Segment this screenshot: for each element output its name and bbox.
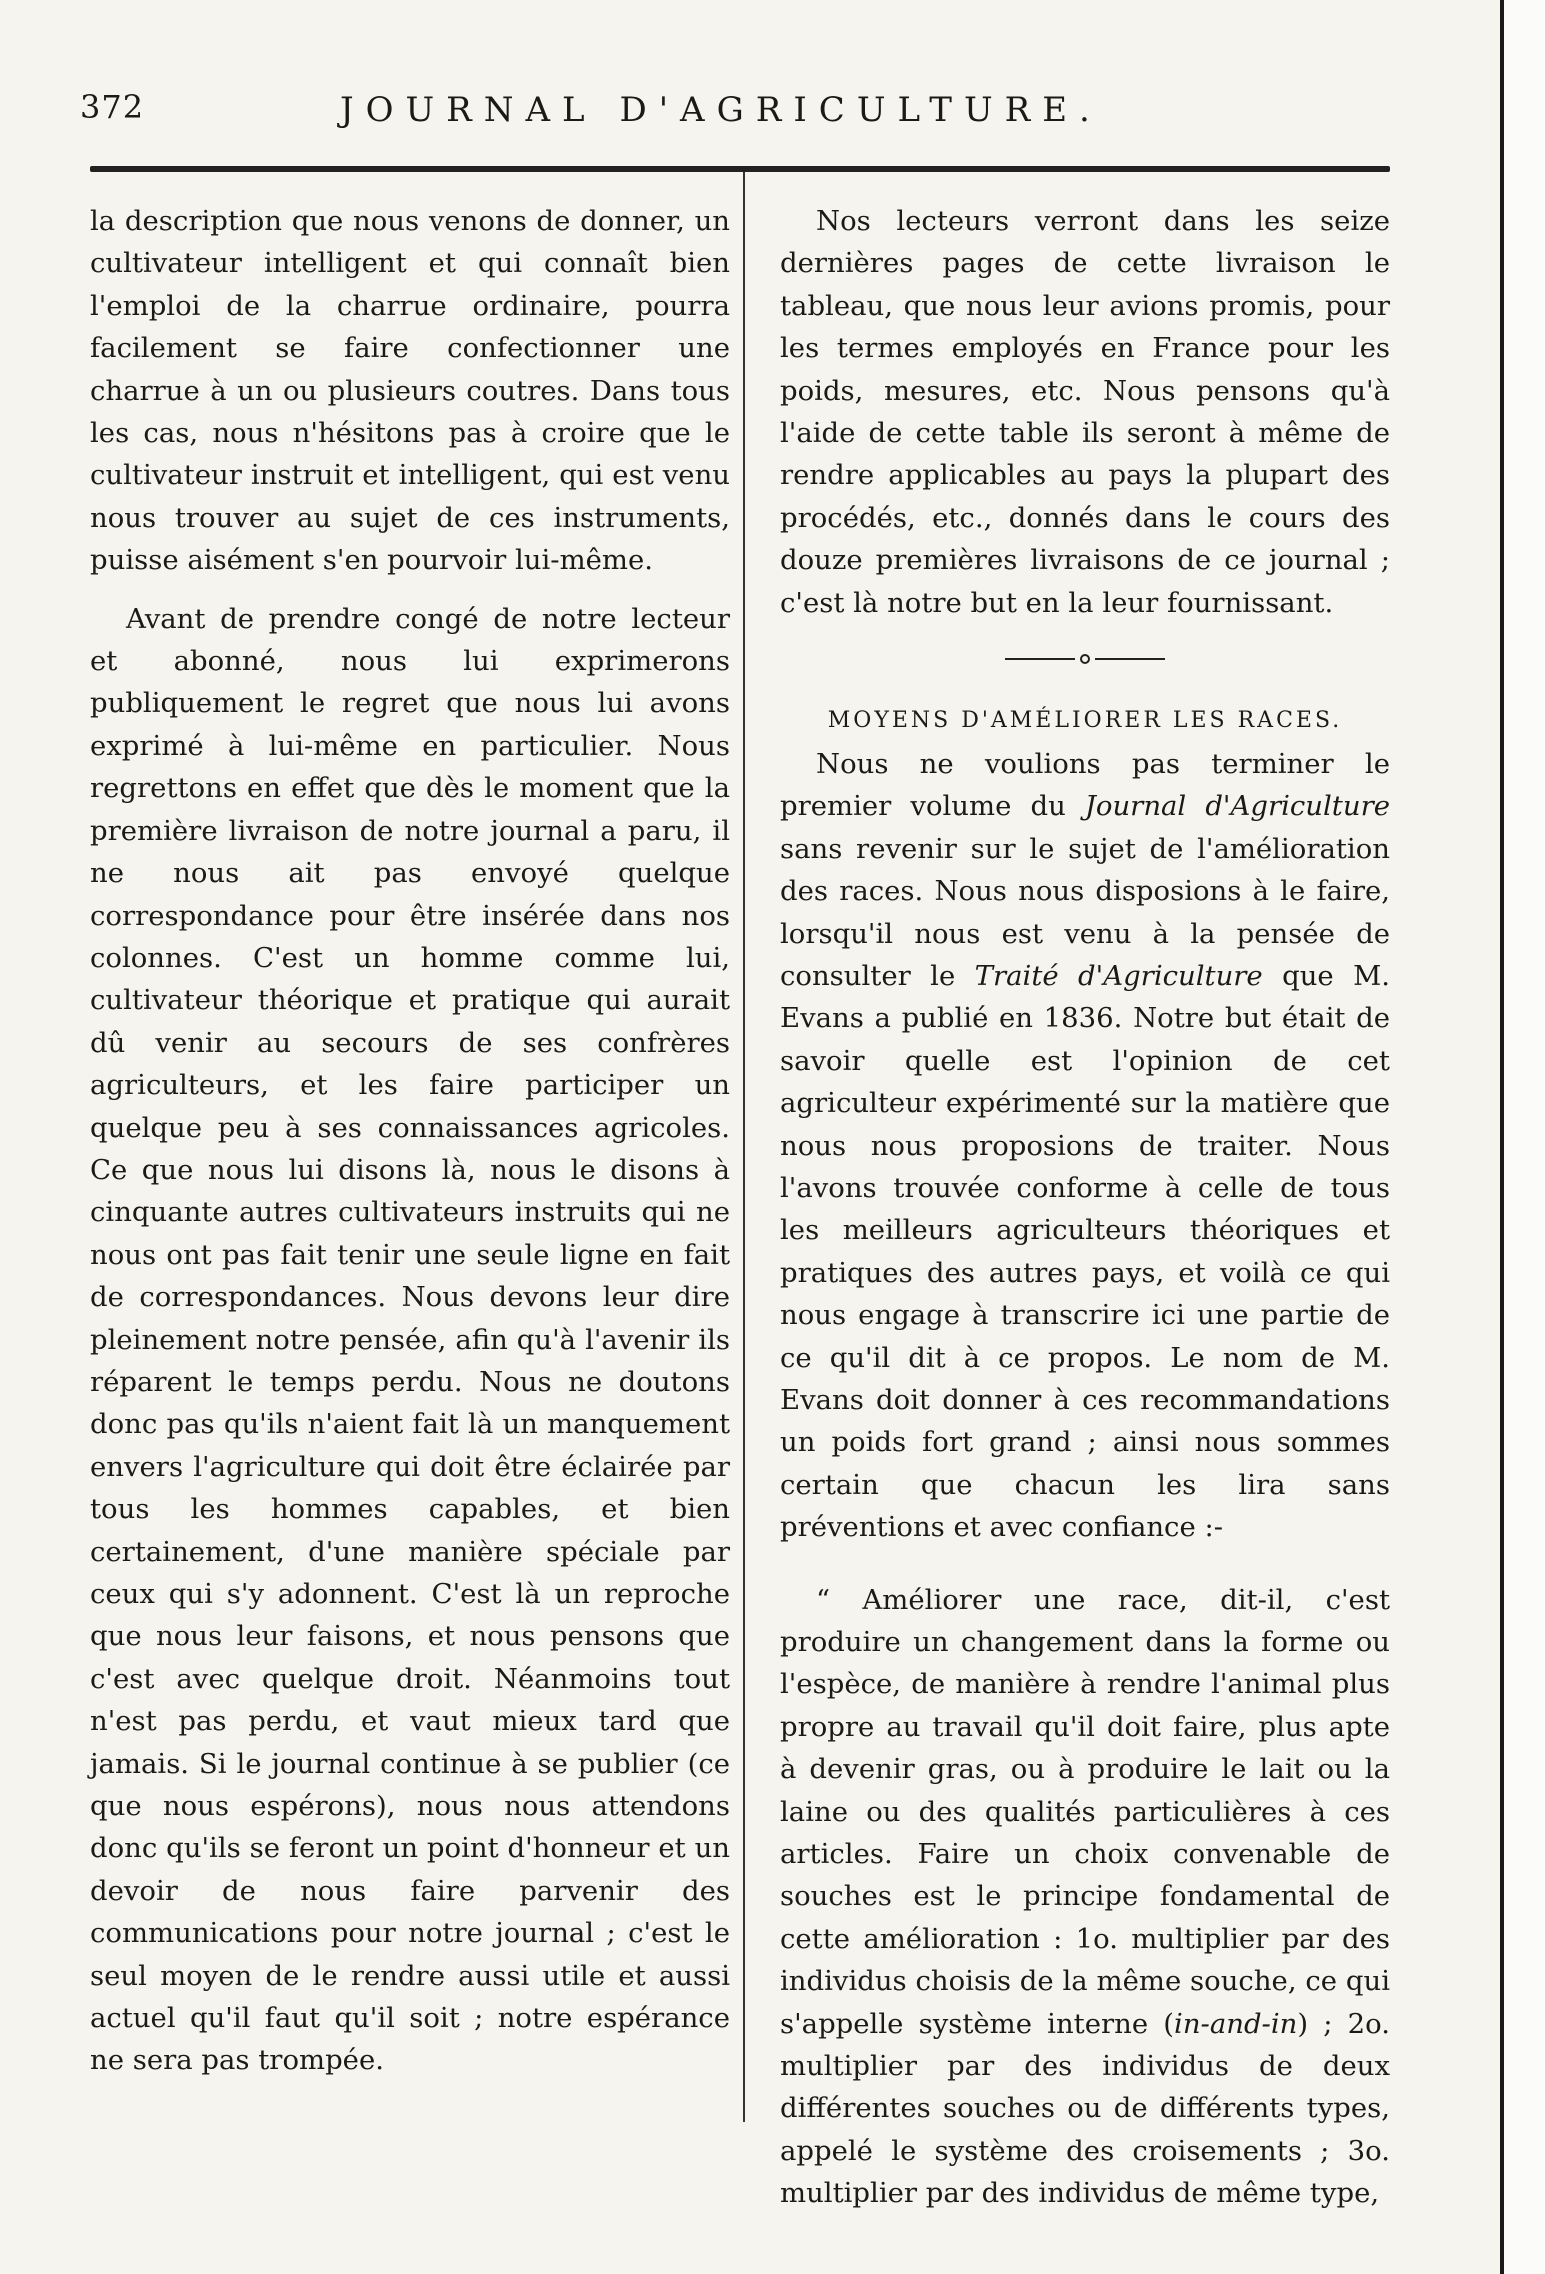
column-divider	[743, 172, 745, 2122]
ornament-divider-icon	[780, 638, 1390, 680]
page-header	[80, 88, 1410, 138]
header-rule	[90, 166, 1390, 172]
paragraph: Avant de prendre congé de notre lecteur et abonné, nous lui exprimerons publiquement le regret que nous lui avons exprimé à lui-même en particulier. Nous regrettons en effet que dès le moment que la première livraison de notre journal a paru, il ne nous ait pas envoyé quelque correspondance pour être insérée dans nos colonnes. C'est un homme comme lui, cultivateur théorique et pratique qui aurait dû venir au secours de ses confrères agriculteurs, et les faire participer un quelque peu à ses connaissances agricoles. Ce que nous lui disons là, nous le disons à cinquante autres cultivateurs instruits qui ne nous ont pas fait tenir une seule ligne en fait de correspondances. Nous devons leur dire pleinement notre pensée, afin qu'à l'avenir ils réparent le temps perdu. Nous ne doutons donc pas qu'ils n'aient fait là un manquement envers l'agriculture qui doit être éclairée par tous les hommes capables, et bien certainement, d'une manière spéciale par ceux qui s'y adonnent. C'est là un reproche que nous leur faisons, et nous pensons que c'est avec quelque droit. Néanmoins tout n'est pas perdu, et vaut mieux tard que jamais. Si le journal continue à se publier (ce que nous espérons), nous nous attendons donc qu'ils se feront un point d'honneur et un devoir de nous faire parvenir des communications pour notre journal ; c'est le seul moyen de le rendre aussi utile et aussi actuel qu'il faut qu'il soit ; notre espérance ne sera pas trompée.	[90, 602, 730, 2077]
section-heading: MOYENS D'AMÉLIORER LES RACES.	[827, 708, 1343, 734]
right-column	[780, 200, 1390, 2215]
page-number: 372	[80, 88, 145, 126]
paragraph: Nos lecteurs verront dans les seize dernières pages de cette livraison le tableau, que nous leur avions promis, pour les termes employés en France pour les poids, mesures, etc. Nous pensons qu'à l'aide de cette table ils seront à même de rendre applicables au pays la plupart des procédés, etc., donnés dans le cours des douze premières livraisons de ce journal ; c'est là notre but en la leur fournissant.	[780, 205, 1390, 619]
paragraph: la description que nous venons de donner, un cultivateur intelligent et qui connaît bien l'emploi de la charrue ordinaire, pourra facilement se faire confectionner une charrue à un ou plusieurs coutres. Dans tous les cas, nous n'hésitons pas à croire que le cultivateur instruit et intelligent, qui est venu nous trouver au sujet de ces instruments, puisse aisément s'en pourvoir lui-même.	[90, 205, 730, 577]
journal-title: Journal d'Agriculture	[1084, 790, 1390, 823]
page-edge-rule	[1500, 0, 1504, 2274]
left-column	[90, 200, 730, 2082]
italic-term: in-and-in	[1174, 2007, 1298, 2040]
paragraph: Nous ne voulions pas terminer le premier volume du Journal d'Agriculture sans revenir sur le sujet de l'amélioration des races. Nous nous disposions à le faire, lorsqu'il nous est venu à la pensée de consulter le Traité d'Agriculture que M. Evans a publié en 1836. Notre but était de savoir quelle est l'opinion de cet agriculteur expérimenté sur la matière que nous nous proposions de traiter. Nous l'avons trouvée conforme à celle de tous les meilleurs agriculteurs théoriques et pratiques des autres pays, et voilà ce qui nous engage à transcrire ici une partie de ce qu'il dit à ce propos. Le nom de M. Evans doit donner à ces recommandations un poids fort grand ; ainsi nous sommes certain que chacun les lira sans préventions et avec confiance :-	[780, 747, 1391, 1544]
treatise-title: Traité d'Agriculture	[974, 959, 1263, 992]
quotation-paragraph: “ Améliorer une race, dit-il, c'est produire un changement dans la forme ou l'espèce, de manière à rendre l'animal plus propre au travail qu'il doit faire, plus apte à devenir gras, ou à produire le lait ou la laine ou des qualités particulières à ces articles. Faire un choix convenable de souches est le principe fondamental de cette amélioration : 1o. multiplier par des individus choisis de la même souche, ce qui s'appelle système interne (in-and-in) ; 2o. multiplier par des individus de deux différentes souches ou de différents types, appelé le système des croisements ; 3o. multiplier par des individus de même type,	[780, 1583, 1390, 2210]
page-margin	[1500, 0, 1545, 2274]
running-title: JOURNAL D'AGRICULTURE.	[340, 90, 1102, 130]
